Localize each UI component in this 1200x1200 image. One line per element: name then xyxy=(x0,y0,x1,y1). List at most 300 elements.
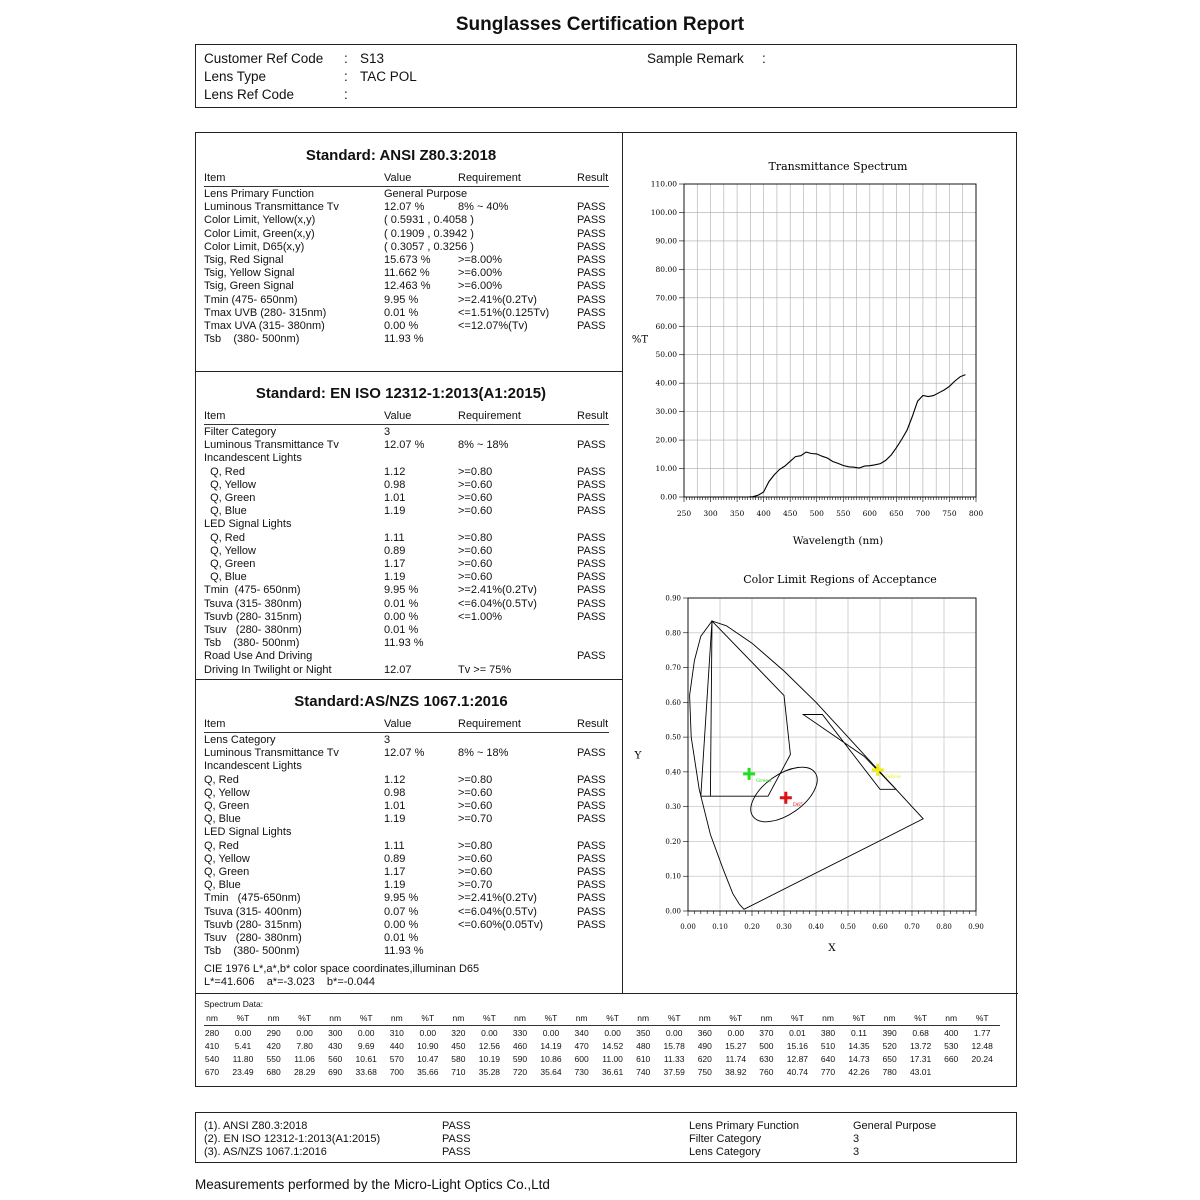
green-limit-region xyxy=(701,621,791,796)
header-underline xyxy=(204,186,609,187)
x-tick-label: 300 xyxy=(703,509,718,518)
spectrum-header-nm: nm xyxy=(390,1013,403,1023)
cell-item: Tsig, Red Signal xyxy=(204,254,284,266)
spectrum-nm: 310 xyxy=(389,1028,404,1038)
transmittance-chart xyxy=(624,143,1014,553)
spectrum-nm: 410 xyxy=(204,1041,220,1051)
x-tick-label: 700 xyxy=(915,509,931,518)
cell-requirement: >=6.00% xyxy=(458,267,503,280)
cell-value: 12.07 % xyxy=(384,439,425,452)
y-tick-label: 40.00 xyxy=(655,378,677,388)
spectrum-nm: 700 xyxy=(389,1067,404,1077)
spectrum-header-nm: nm xyxy=(452,1013,465,1023)
spectrum-t: 10.90 xyxy=(417,1041,439,1051)
cell-result: PASS xyxy=(577,280,606,293)
cell-value: 1.17 xyxy=(384,866,406,878)
spectrum-nm: 690 xyxy=(328,1067,343,1077)
spectrum-t: 9.69 xyxy=(357,1041,375,1051)
lens-type-label: Lens Type xyxy=(204,69,267,84)
spectrum-header-nm: nm xyxy=(883,1013,896,1023)
spectrum-t: 20.24 xyxy=(971,1054,993,1064)
x-tick-label: 400 xyxy=(756,509,771,518)
spectrum-nm: 530 xyxy=(944,1041,959,1051)
cell-value: 0.98 xyxy=(384,786,406,799)
spectrum-nm: 640 xyxy=(820,1054,836,1064)
cell-item: Q, Blue xyxy=(204,879,241,892)
summary-result: PASS xyxy=(442,1120,471,1132)
cell-result: PASS xyxy=(577,267,606,280)
y-tick-label: 0.50 xyxy=(665,733,681,742)
y-tick-label: 10.00 xyxy=(655,464,677,474)
x-axis-label: Wavelength (nm) xyxy=(792,535,884,547)
colon: : xyxy=(344,51,348,66)
spectrum-t: 12.48 xyxy=(971,1041,993,1051)
spectrum-t: 0.00 xyxy=(234,1028,252,1038)
x-tick-label: 750 xyxy=(942,509,957,518)
chart-title: Transmittance Spectrum xyxy=(768,160,908,173)
spectrum-t: 15.16 xyxy=(786,1041,809,1051)
cell-item: Color Limit, D65(x,y) xyxy=(204,240,305,253)
spectrum-header-t: %T xyxy=(483,1013,496,1023)
spectrum-nm: 730 xyxy=(574,1067,589,1077)
spectrum-header-nm: nm xyxy=(267,1013,280,1023)
cell-value: 1.01 xyxy=(384,492,406,504)
cell-item: Lens Category xyxy=(204,734,276,746)
summary-standard: (2). EN ISO 12312-1:2013(A1:2015) xyxy=(204,1133,381,1146)
cell-requirement: >=2.41%(0.2Tv) xyxy=(458,584,537,597)
spectrum-nm: 370 xyxy=(759,1028,774,1038)
cell-item: LED Signal Lights xyxy=(204,518,292,531)
spectrum-title: Spectrum Data: xyxy=(204,999,264,1009)
spectrum-t: 0.00 xyxy=(296,1028,313,1038)
cell-requirement: 8% ~ 18% xyxy=(458,747,509,760)
cell-requirement: >=0.70 xyxy=(458,813,493,826)
marker-label: D65 xyxy=(792,801,804,808)
cell-value: 9.95 % xyxy=(384,892,419,905)
cell-value: 0.89 xyxy=(384,544,406,557)
spectrum-nm: 600 xyxy=(574,1054,589,1064)
spectrum-t: 0.00 xyxy=(604,1028,621,1038)
summary-info-label: Lens Category xyxy=(689,1146,761,1159)
spectrum-t: 0.00 xyxy=(665,1028,683,1038)
marker-label: Yellow xyxy=(884,773,902,780)
cell-value: 12.07 % xyxy=(384,201,425,214)
spectrum-nm: 590 xyxy=(512,1054,528,1064)
y-tick-label: 60.00 xyxy=(655,321,677,331)
cie-coordinates xyxy=(204,963,479,989)
cell-item: Luminous Transmittance Tv xyxy=(204,201,339,214)
cell-item: Tsig, Yellow Signal xyxy=(204,267,295,280)
spectrum-nm: 490 xyxy=(697,1041,712,1051)
spectrum-header-nm: nm xyxy=(329,1013,342,1023)
spectrum-t: 35.64 xyxy=(540,1067,562,1077)
spectrum-nm: 430 xyxy=(328,1041,343,1051)
cell-value: ( 0.5931 , 0.4058 ) xyxy=(384,214,474,227)
cell-requirement: <=0.60%(0.05Tv) xyxy=(458,918,543,931)
cell-result: PASS xyxy=(577,492,606,504)
spectrum-nm: 770 xyxy=(820,1067,836,1077)
cell-item: Tsig, Green Signal xyxy=(204,280,294,293)
cell-value: 1.19 xyxy=(384,505,406,518)
credit-line: Measurements performed by the Micro-Light Optics Co.,Ltd xyxy=(195,1177,550,1192)
spectrum-t: 14.19 xyxy=(540,1041,562,1051)
cell-item: Color Limit, Yellow(x,y) xyxy=(204,214,316,227)
spectrum-t: 10.19 xyxy=(478,1054,501,1064)
spectrum-t: 0.00 xyxy=(481,1028,498,1038)
colon: : xyxy=(344,87,348,102)
cell-result: PASS xyxy=(577,773,606,786)
spectrum-header-nm: nm xyxy=(698,1013,711,1023)
spectrum-t: 10.47 xyxy=(417,1054,439,1064)
cell-item: Q, Green xyxy=(204,866,250,878)
y-tick-label: 0.90 xyxy=(665,594,681,603)
cell-item: Tmin (475- 650nm) xyxy=(204,584,301,597)
cell-item: Incandescent Lights xyxy=(204,452,302,465)
spectrum-t: 33.68 xyxy=(355,1067,377,1077)
spectrum-t: 11.00 xyxy=(602,1054,623,1064)
spectrum-header-t: %T xyxy=(544,1013,558,1023)
y-tick-label: 0.10 xyxy=(665,872,681,881)
cell-requirement: >=0.60 xyxy=(458,505,493,518)
spectrum-nm: 580 xyxy=(451,1054,466,1064)
spectrum-t: 0.11 xyxy=(851,1028,867,1038)
y-tick-label: 0.30 xyxy=(665,803,681,812)
cell-result: PASS xyxy=(577,813,606,826)
y-tick-label: 80.00 xyxy=(655,264,677,274)
spectrum-header-nm: nm xyxy=(637,1013,650,1023)
x-tick-label: 0.80 xyxy=(936,923,952,931)
cell-value: 12.07 % xyxy=(384,747,425,760)
y-tick-label: 0.00 xyxy=(665,907,681,916)
y-tick-label: 100.00 xyxy=(650,207,677,217)
marker-d65 xyxy=(780,792,792,804)
spectrum-header-t: %T xyxy=(236,1013,250,1023)
y-tick-label: 90.00 xyxy=(655,236,677,246)
cell-result: PASS xyxy=(577,905,606,918)
column-header-item: Item xyxy=(204,410,226,422)
spectrum-header-t: %T xyxy=(606,1013,619,1023)
summary-info-value: General Purpose xyxy=(853,1120,937,1132)
cell-value: 0.01 % xyxy=(384,597,419,610)
spectrum-t: 14.73 xyxy=(848,1054,870,1064)
spectrum-nm: 510 xyxy=(820,1041,836,1051)
spectrum-nm: 420 xyxy=(266,1041,281,1051)
x-tick-label: 0.30 xyxy=(776,923,792,931)
y-tick-label: 0.00 xyxy=(660,492,677,502)
column-header-item: Item xyxy=(204,718,226,730)
column-header-item: Item xyxy=(204,172,226,184)
spectrum-nm: 320 xyxy=(451,1028,466,1038)
spectrum-nm: 500 xyxy=(759,1041,774,1051)
cell-item: Tsuv (280- 380nm) xyxy=(204,932,302,944)
y-tick-label: 0.70 xyxy=(665,664,681,673)
spectrum-nm: 550 xyxy=(266,1054,281,1064)
cell-item: Q, Green xyxy=(204,492,256,504)
cell-value: 0.98 xyxy=(384,478,406,491)
spectrum-nm: 570 xyxy=(389,1054,404,1064)
cell-result: PASS xyxy=(577,478,606,491)
cell-requirement: >=6.00% xyxy=(458,280,503,293)
spectrum-nm: 400 xyxy=(944,1028,959,1038)
cell-requirement: >=0.80 xyxy=(458,839,493,852)
x-tick-label: 0.00 xyxy=(680,923,696,931)
spectrum-header-t: %T xyxy=(421,1013,435,1023)
column-header-requirement: Requirement xyxy=(458,410,521,422)
cell-value: 1.11 xyxy=(384,839,405,852)
spectrum-nm: 610 xyxy=(636,1054,651,1064)
plot-frame xyxy=(688,598,976,911)
spectrum-divider xyxy=(196,993,1018,994)
cell-value: 11.93 % xyxy=(384,333,424,346)
spectrum-header-nm: nm xyxy=(575,1013,588,1023)
spectrum-nm: 540 xyxy=(204,1054,220,1064)
cell-item: Driving In Twilight or Night xyxy=(204,663,332,676)
cell-item: Tsuva (315- 400nm) xyxy=(204,905,302,918)
cell-value: 3 xyxy=(384,734,391,746)
spectrum-header-t: %T xyxy=(667,1013,681,1023)
spectrum-t: 0.01 xyxy=(789,1028,806,1038)
customer-ref-label: Customer Ref Code xyxy=(204,51,324,66)
cell-result: PASS xyxy=(577,320,606,332)
spectrum-header-t: %T xyxy=(729,1013,743,1023)
spectrum-nm: 330 xyxy=(512,1028,528,1038)
cell-value: 11.662 % xyxy=(384,267,430,280)
x-tick-label: 0.10 xyxy=(712,923,728,931)
summary-info-label: Lens Primary Function xyxy=(689,1120,800,1132)
cell-result: PASS xyxy=(577,610,606,623)
spectrum-header-nm: nm xyxy=(514,1013,526,1023)
cell-item: Q, Red xyxy=(204,531,245,544)
cell-item: Incandescent Lights xyxy=(204,760,302,773)
cell-result: PASS xyxy=(577,439,606,452)
cell-result: PASS xyxy=(577,531,606,544)
spectrum-nm: 670 xyxy=(204,1067,220,1077)
x-tick-label: 0.70 xyxy=(904,923,920,931)
cell-requirement: >=0.70 xyxy=(458,879,493,892)
cell-result: PASS xyxy=(577,747,606,760)
cell-item: Tsuva (315- 380nm) xyxy=(204,597,302,610)
cell-item: Color Limit, Green(x,y) xyxy=(204,227,315,240)
cell-result: PASS xyxy=(577,879,606,892)
spectrum-nm: 680 xyxy=(266,1067,281,1077)
cell-value: 1.17 xyxy=(384,558,406,570)
spectrum-t: 7.80 xyxy=(296,1041,313,1051)
spectrum-t: 10.61 xyxy=(355,1054,377,1064)
spectrum-t: 40.74 xyxy=(786,1067,809,1077)
x-tick-label: 550 xyxy=(836,509,851,518)
cell-value: 1.11 xyxy=(384,531,405,544)
spectrum-t: 10.86 xyxy=(540,1054,562,1064)
spectrum-nm: 460 xyxy=(512,1041,528,1051)
cell-result: PASS xyxy=(577,254,606,266)
cell-requirement: >=0.80 xyxy=(458,465,493,478)
spectrum-t: 0.68 xyxy=(912,1028,929,1038)
y-tick-label: 0.80 xyxy=(665,629,681,638)
spectrum-t: 43.01 xyxy=(909,1067,932,1077)
x-tick-label: 450 xyxy=(783,509,798,518)
cell-value: ( 0.3057 , 0.3256 ) xyxy=(384,240,474,253)
cell-result: PASS xyxy=(577,306,606,319)
cell-item: Tsb (380- 500nm) xyxy=(204,945,300,958)
spectrum-t: 35.66 xyxy=(417,1067,439,1077)
cell-result: PASS xyxy=(577,293,606,306)
standard-title: Standard: ANSI Z80.3:2018 xyxy=(305,147,497,164)
section-divider xyxy=(196,371,622,372)
cell-item: Tmax UVA (315- 380nm) xyxy=(204,320,325,332)
cell-result: PASS xyxy=(577,852,606,865)
summary-box xyxy=(195,1112,1017,1163)
cell-item: Q, Green xyxy=(204,558,256,570)
summary-result: PASS xyxy=(442,1146,471,1159)
cell-result: PASS xyxy=(577,597,606,610)
column-header-value: Value xyxy=(384,718,412,730)
summary-info-value: 3 xyxy=(853,1133,860,1146)
cell-value: 9.95 % xyxy=(384,293,419,306)
header-underline xyxy=(204,424,609,425)
cell-result: PASS xyxy=(577,544,606,557)
x-tick-label: 0.90 xyxy=(968,923,984,931)
spectrum-nm: 560 xyxy=(328,1054,343,1064)
spectrum-header-nm: nm xyxy=(945,1013,958,1023)
cell-result: PASS xyxy=(577,892,606,905)
spectrum-header-nm: nm xyxy=(822,1013,834,1023)
spectrum-t: 11.33 xyxy=(663,1054,685,1064)
spectrum-t: 0.00 xyxy=(419,1028,437,1038)
cell-result: PASS xyxy=(577,800,606,812)
cell-item: Q, Blue xyxy=(204,813,241,826)
spectrum-t: 14.52 xyxy=(601,1041,624,1051)
cell-value: 1.19 xyxy=(384,813,406,826)
y-tick-label: 70.00 xyxy=(655,293,677,303)
spectrum-t: 15.27 xyxy=(725,1041,747,1051)
cell-item: Q, Red xyxy=(204,465,245,478)
cie-line1: CIE 1976 L*,a*,b* color space coordinates,illuminan D65 xyxy=(204,963,480,975)
spectrum-nm: 290 xyxy=(266,1028,281,1038)
cell-value: 11.93 % xyxy=(384,637,424,650)
colon: : xyxy=(344,69,348,84)
spectrum-nm: 450 xyxy=(451,1041,466,1051)
spectrum-header-nm: nm xyxy=(760,1013,773,1023)
section-divider xyxy=(196,679,622,680)
cell-value: 1.12 xyxy=(384,773,406,786)
column-header-result: Result xyxy=(577,172,609,184)
spectrum-t: 35.28 xyxy=(478,1067,501,1077)
spectrum-nm: 470 xyxy=(574,1041,589,1051)
x-tick-label: 0.20 xyxy=(744,923,760,931)
spectrum-t: 11.74 xyxy=(725,1054,747,1064)
cell-requirement: 8% ~ 40% xyxy=(458,201,509,214)
spectrum-nm: 710 xyxy=(451,1067,466,1077)
spectrum-t: 28.29 xyxy=(293,1067,316,1077)
cell-requirement: <=12.07%(Tv) xyxy=(458,320,528,332)
spectrum-nm: 360 xyxy=(697,1028,712,1038)
cell-requirement: >=2.41%(0.2Tv) xyxy=(458,293,537,306)
cell-item: Q, Blue xyxy=(204,571,247,584)
spectrum-nm: 750 xyxy=(697,1067,712,1077)
spectrum-t: 23.49 xyxy=(232,1067,254,1077)
cie-line2: L*=41.606 a*=-3.023 b*=-0.044 xyxy=(204,976,375,988)
cell-requirement: >=0.60 xyxy=(458,571,493,584)
column-header-requirement: Requirement xyxy=(458,172,521,184)
x-tick-label: 0.50 xyxy=(840,923,856,931)
cell-value: 0.01 % xyxy=(384,624,419,636)
cell-item: Q, Yellow xyxy=(204,544,256,557)
spectrum-t: 15.78 xyxy=(663,1041,685,1051)
spectrum-t: 0.00 xyxy=(727,1028,745,1038)
cell-value: 0.07 % xyxy=(384,905,419,918)
marker-label: Green xyxy=(756,777,772,784)
cell-result: PASS xyxy=(577,839,606,852)
cell-value: 11.93 % xyxy=(384,945,424,958)
cell-result: PASS xyxy=(577,505,606,518)
color-limit-chart xyxy=(624,561,1014,981)
spectrum-t: 11.80 xyxy=(232,1054,254,1064)
x-tick-label: 0.40 xyxy=(808,923,824,931)
cell-item: Tsuvb (280- 315nm) xyxy=(204,918,302,931)
y-tick-label: 0.20 xyxy=(665,837,681,846)
cell-requirement: <=6.04%(0.5Tv) xyxy=(458,905,537,918)
spectrum-t: 12.87 xyxy=(786,1054,809,1064)
spectrum-nm: 630 xyxy=(759,1054,774,1064)
cell-item: Q, Red xyxy=(204,839,239,852)
cell-requirement: >=0.80 xyxy=(458,531,493,544)
cell-item: Q, Yellow xyxy=(204,852,250,865)
cell-requirement: >=8.00% xyxy=(458,254,503,266)
spectrum-nm: 520 xyxy=(882,1041,897,1051)
spectrum-header-t: %T xyxy=(791,1013,804,1023)
cell-requirement: >=0.60 xyxy=(458,492,493,504)
spectrum-t: 13.72 xyxy=(909,1041,932,1051)
spectrum-nm: 620 xyxy=(697,1054,712,1064)
spectrum-t: 12.56 xyxy=(478,1041,501,1051)
cell-requirement: 8% ~ 18% xyxy=(458,439,509,452)
summary-result: PASS xyxy=(442,1133,471,1146)
cell-value: 1.01 xyxy=(384,800,406,812)
standard-title: Standard:AS/NZS 1067.1:2016 xyxy=(294,693,508,710)
spectrum-header-t: %T xyxy=(975,1013,989,1023)
column-header-value: Value xyxy=(384,410,412,422)
spectrum-t: 36.61 xyxy=(601,1067,624,1077)
summary-info-label: Filter Category xyxy=(689,1133,762,1146)
cell-item: Q, Blue xyxy=(204,505,247,518)
column-header-requirement: Requirement xyxy=(458,718,521,730)
lens-type-value: TAC POL xyxy=(360,69,417,84)
spectrum-t: 37.59 xyxy=(663,1067,685,1077)
cell-item: Tsuvb (280- 315nm) xyxy=(204,610,302,623)
cell-requirement: >=0.60 xyxy=(458,558,493,570)
chart-title: Color Limit Regions of Acceptance xyxy=(743,573,937,586)
cell-value: 0.00 % xyxy=(384,918,419,931)
cell-value: 0.01 % xyxy=(384,306,419,319)
cell-value: 9.95 % xyxy=(384,584,419,597)
standard-title: Standard: EN ISO 12312-1:2013(A1:2015) xyxy=(255,385,547,402)
cell-requirement: <=6.04%(0.5Tv) xyxy=(458,597,537,610)
cell-value: 12.463 % xyxy=(384,280,431,293)
cell-requirement: >=0.60 xyxy=(458,478,493,491)
cell-item: Luminous Transmittance Tv xyxy=(204,439,339,452)
y-axis-label: Y xyxy=(634,749,642,762)
x-tick-label: 650 xyxy=(889,509,904,518)
cell-result: PASS xyxy=(577,214,606,227)
spectrum-nm: 380 xyxy=(820,1028,836,1038)
spectrum-t: 0.00 xyxy=(357,1028,375,1038)
spectrum-nm: 760 xyxy=(759,1067,774,1077)
cell-item: Q, Yellow xyxy=(204,786,250,799)
spectrum-nm: 740 xyxy=(636,1067,651,1077)
cell-requirement: >=2.41%(0.2Tv) xyxy=(458,892,537,905)
y-tick-label: 0.40 xyxy=(665,768,681,777)
cell-value: 3 xyxy=(384,426,391,438)
